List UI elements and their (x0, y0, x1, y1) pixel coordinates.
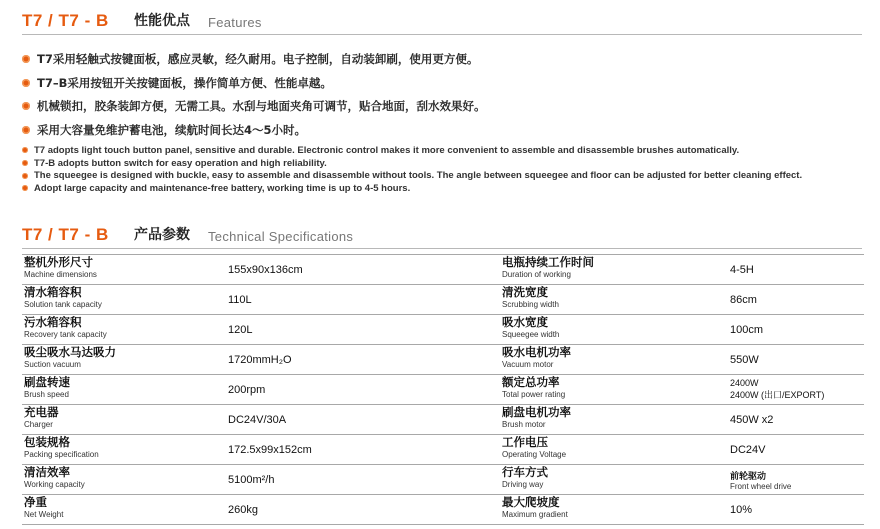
spec-label: 额定总功率 Total power rating (502, 375, 566, 399)
spec-row (22, 495, 864, 525)
spec-value: 155x90x136cm (228, 263, 303, 276)
feature-item-en: Adopt large capacity and maintenance-free battery, working time is up to 4-5 hours. (22, 182, 872, 195)
spec-label: 行车方式 Driving way (502, 465, 548, 489)
bullet-icon (22, 173, 28, 179)
specs-title-cn: 产品参数 (134, 227, 190, 243)
features-title-cn: 性能优点 (134, 13, 190, 29)
spec-row (22, 285, 864, 315)
spec-value: DC24V (730, 443, 766, 456)
spec-value: 450W x2 (730, 413, 774, 426)
feature-item-en: T7-B adopts button switch for easy operation and high reliability. (22, 157, 872, 170)
spec-label: 吸水宽度 Squeegee width (502, 315, 560, 339)
features-header (22, 8, 862, 35)
specs-title-en: Technical Specifications (208, 229, 354, 244)
bullet-icon (22, 79, 30, 87)
spec-value: 4-5H (730, 263, 754, 276)
spec-label: 刷盘电机功率 Brush motor (502, 405, 571, 429)
specs-model: T7 / T7 - B (22, 225, 109, 244)
features-model: T7 / T7 - B (22, 11, 109, 30)
spec-row (22, 465, 864, 495)
features-title-en: Features (208, 15, 262, 30)
spec-label: 清水箱容积 Solution tank capacity (24, 285, 102, 309)
spec-label: 包装规格 Packing specification (24, 435, 99, 459)
spec-value: 100cm (730, 323, 764, 336)
spec-label: 吸尘吸水马达吸力 Suction vacuum (24, 345, 116, 369)
feature-item-en: The squeegee is designed with buckle, easy to assemble and disassemble without tools. The angle between squeegee and floor can be adjusted for better cleaning effect. (22, 169, 872, 182)
spec-table (22, 254, 864, 525)
spec-value: 10% (730, 503, 753, 516)
bullet-icon (22, 160, 28, 166)
spec-value: DC24V/30A (228, 413, 287, 426)
feature-item-cn: T7–B采用按钮开关按键面板，操作简单方便、性能卓越。 (22, 71, 862, 95)
spec-value: 2400W 2400W (出口/EXPORT) (730, 378, 825, 400)
spec-value: 172.5x99x152cm (228, 443, 312, 456)
spec-label: 净重 Net Weight (24, 495, 64, 519)
bullet-icon (22, 126, 30, 134)
bullet-icon (22, 55, 30, 63)
spec-label: 最大爬坡度 Maximum gradient (502, 495, 568, 519)
feature-item-cn: T7采用轻触式按键面板，感应灵敏，经久耐用。电子控制，自动装卸刷，使用更方便。 (22, 47, 862, 71)
spec-row (22, 345, 864, 375)
spec-value: 前轮驱动 Front wheel drive (730, 470, 792, 491)
feature-item-en: T7 adopts light touch button panel, sensitive and durable. Electronic control makes it more convenient to assemble and disassemble brushes automatically. (22, 144, 872, 157)
spec-row (22, 375, 864, 405)
spec-row (22, 254, 864, 285)
spec-value: 5100m²/h (228, 473, 275, 486)
bullet-icon (22, 185, 28, 191)
spec-value: 260kg (228, 503, 258, 516)
spec-value: 120L (228, 323, 253, 336)
feature-item-cn: 机械锁扣，胶条装卸方便，无需工具。水刮与地面夹角可调节，贴合地面，刮水效果好。 (22, 94, 862, 118)
spec-label: 吸水电机功率 Vacuum motor (502, 345, 571, 369)
spec-row (22, 315, 864, 345)
spec-label: 清洁效率 Working capacity (24, 465, 85, 489)
spec-label: 工作电压 Operating Voltage (502, 435, 567, 459)
spec-label: 整机外形尺寸 Machine dimensions (24, 255, 97, 279)
bullet-icon (22, 102, 30, 110)
spec-value: 110L (228, 293, 252, 306)
spec-label: 刷盘转速 Brush speed (24, 375, 70, 399)
features-list-cn (22, 47, 862, 142)
spec-value: 200rpm (228, 383, 266, 396)
spec-label: 污水箱容积 Recovery tank capacity (24, 315, 107, 339)
features-list-en (22, 144, 872, 195)
spec-row (22, 405, 864, 435)
spec-row (22, 435, 864, 465)
spec-label: 清洗宽度 Scrubbing width (502, 285, 559, 309)
spec-value: 550W (730, 353, 759, 366)
feature-item-cn: 采用大容量免维护蓄电池，续航时间长达4～5小时。 (22, 118, 862, 142)
specs-header (22, 222, 862, 249)
spec-label: 充电器 Charger (24, 405, 59, 429)
spec-value: 86cm (730, 293, 757, 306)
bullet-icon (22, 147, 28, 153)
spec-value: 1720mmH₂O (228, 353, 292, 366)
spec-label: 电瓶持续工作时间 Duration of working (502, 255, 594, 279)
